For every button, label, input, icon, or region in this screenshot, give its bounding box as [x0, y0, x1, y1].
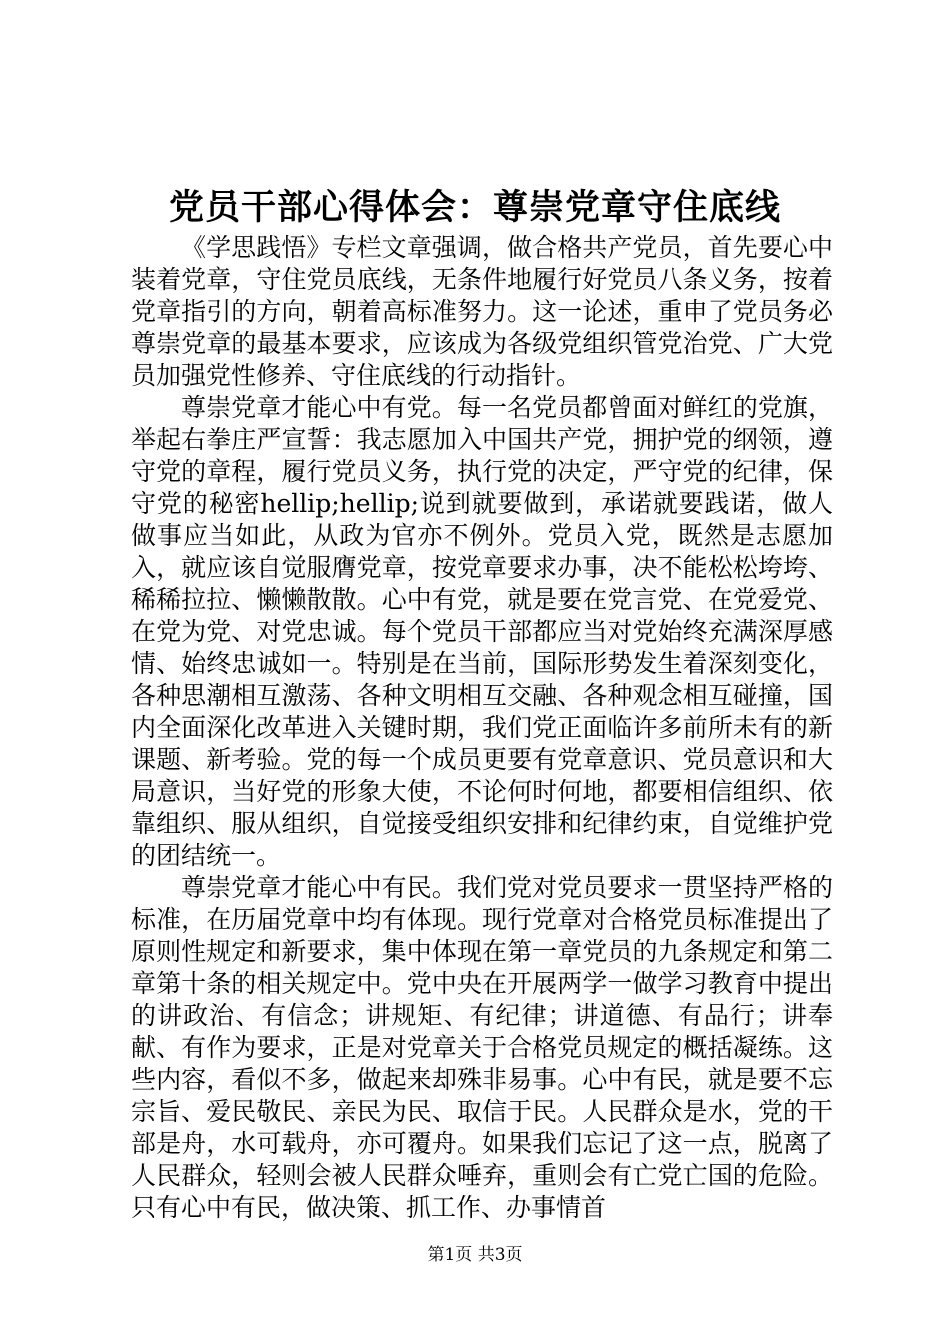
paragraph-1: 《学思践悟》专栏文章强调，做合格共产党员，首先要心中装着党章，守住党员底线，无条件地履行好党员八条义务，按着党章指引的方向，朝着高标准努力。这一论述，重申了党员务必尊崇党章的最基本要求，应该成为各级党组织管党治党、广大党员加强党性修养、守住底线的行动指针。 — [131, 233, 833, 390]
document-body — [131, 232, 833, 1224]
paragraph-3: 尊崇党章才能心中有民。我们党对党员要求一贯坚持严格的标准，在历届党章中均有体现。现行党章对合格党员标准提出了原则性规定和新要求，集中体现在第一章党员的九条规定和第二章第十条的相关规定中。党中央在开展两学一做学习教育中提出的讲政治、有信念；讲规矩、有纪律；讲道德、有品行；讲奉献、有作为要求，正是对党章关于合格党员规定的概括凝练。这些内容，看似不多，做起来却殊非易事。心中有民，就是要不忘宗旨、爱民敬民、亲民为民、取信于民。人民群众是水，党的干部是舟，水可载舟，亦可覆舟。如果我们忘记了这一点，脱离了人民群众，轻则会被人民群众唾弃，重则会有亡党亡国的危险。只有心中有民，做决策、抓工作、办事情首 — [131, 873, 833, 1222]
paragraph-2: 尊崇党章才能心中有党。每一名党员都曾面对鲜红的党旗，举起右拳庄严宣誓：我志愿加入中国共产党，拥护党的纲领，遵守党的章程，履行党员义务，执行党的决定，严守党的纪律，保守党的秘密hellip;hellip;说到就要做到，承诺就要践诺，做人做事应当如此，从政为官亦不例外。党员入党，既然是志愿加入，就应该自觉服膺党章，按党章要求办事，决不能松松垮垮、稀稀拉拉、懒懒散散。心中有党，就是要在党言党、在党爱党、在党为党、对党忠诚。每个党员干部都应当对党始终充满深厚感情、始终忠诚如一。特别是在当前，国际形势发生着深刻变化，各种思潮相互激荡、各种文明相互交融、各种观念相互碰撞，国内全面深化改革进入关键时期，我们党正面临许多前所未有的新课题、新考验。党的每一个成员更要有党章意识、党员意识和大局意识，当好党的形象大使，不论何时何地，都要相信组织、依靠组织、服从组织，自觉接受组织安排和纪律约束，自觉维护党的团结统一。 — [131, 393, 833, 870]
document-title: 党员干部心得体会：尊崇党章守住底线 — [168, 187, 781, 228]
page-number: 第1页 共3页 — [427, 1245, 523, 1265]
